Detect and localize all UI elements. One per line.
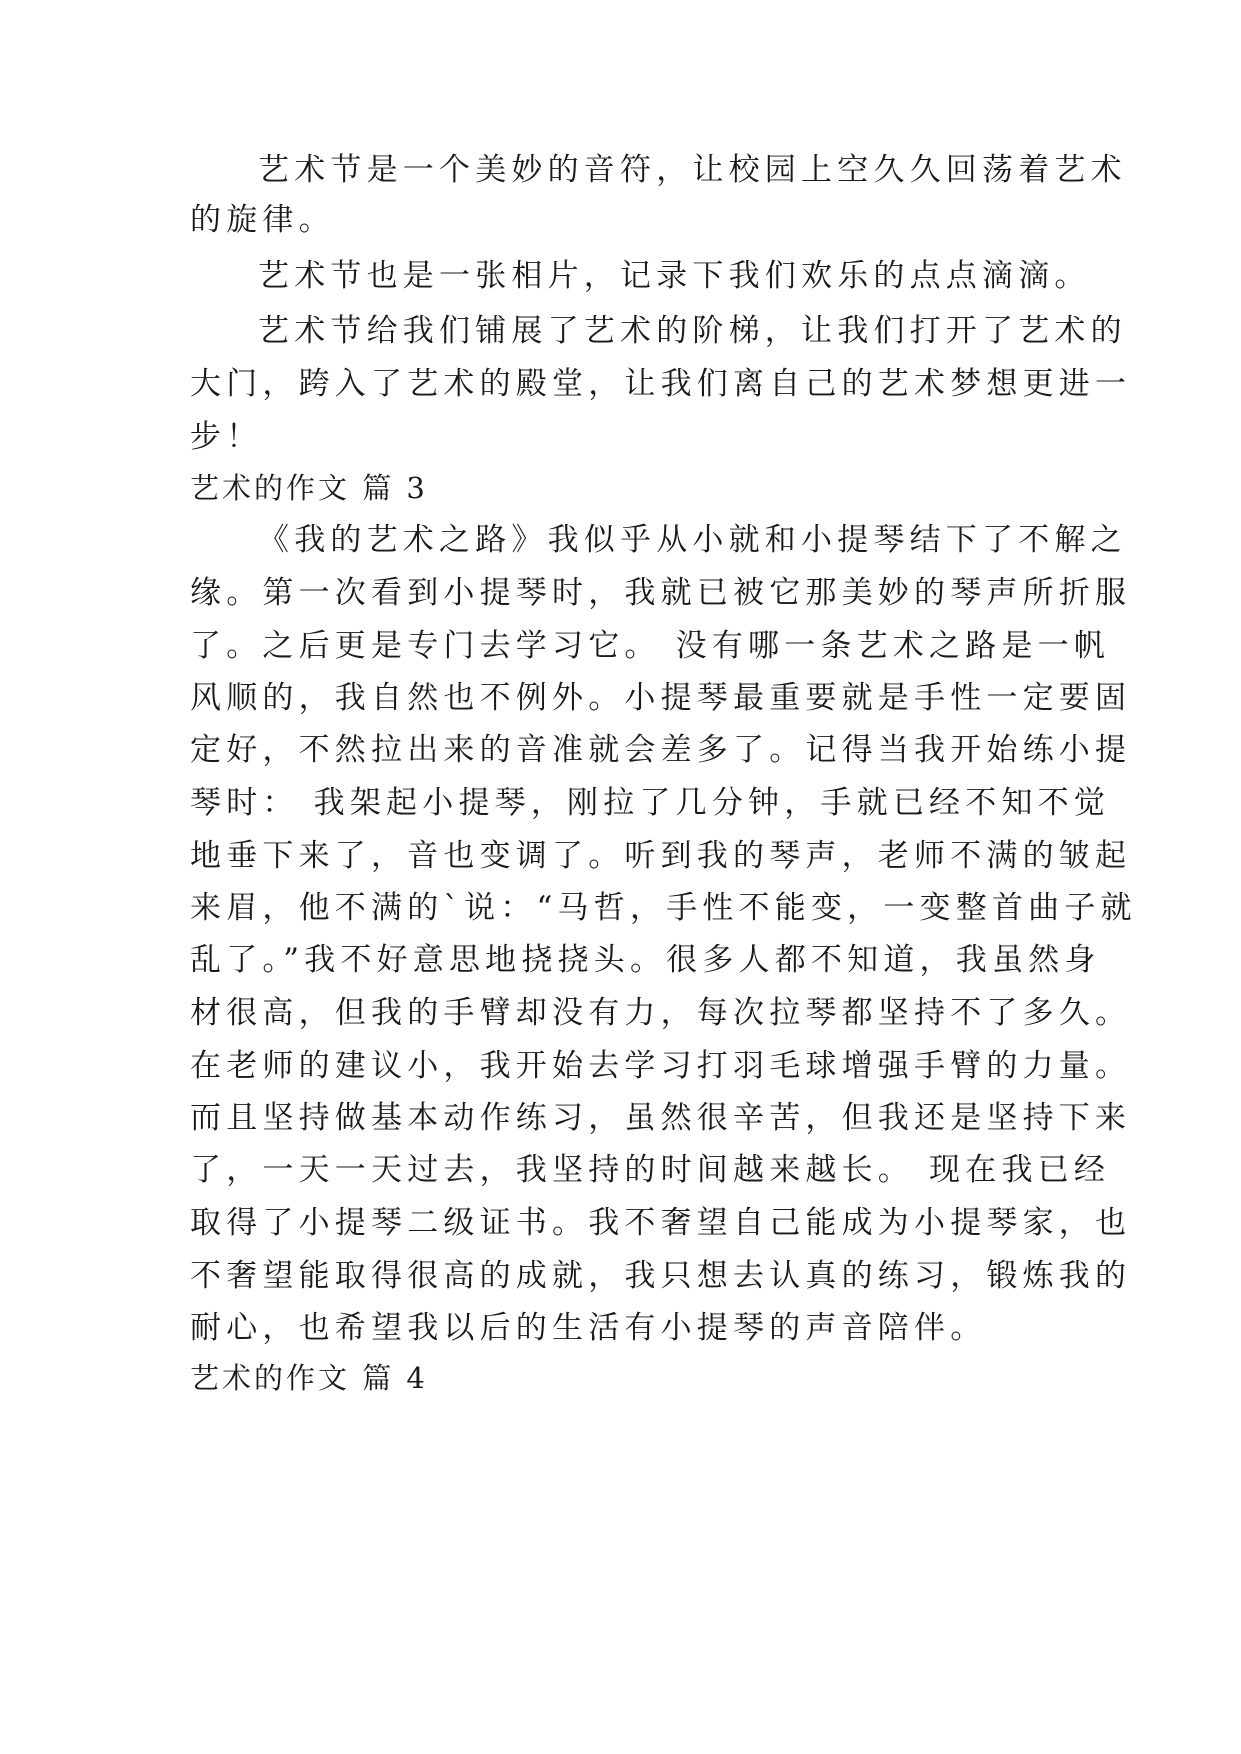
paragraph-line: 来眉，他不满的`说：“马哲，手性不能变，一变整首曲子就 xyxy=(190,890,1137,926)
paragraph-line: 艺术节给我们铺展了艺术的阶梯，让我们打开了艺术的 xyxy=(258,313,1127,349)
paragraph-line: 了。之后更是专门去学习它。 没有哪一条艺术之路是一帆 xyxy=(190,628,1111,664)
paragraph-line: 的旋律。 xyxy=(190,202,335,238)
paragraph-line: 缘。第一次看到小提琴时，我就已被它那美妙的琴声所折服 xyxy=(190,575,1132,611)
paragraph-line: 了，一天一天过去，我坚持的时间越来越长。 现在我已经 xyxy=(190,1152,1111,1188)
paragraph-line: 材很高，但我的手臂却没有力，每次拉琴都坚持不了多久。 xyxy=(190,995,1132,1031)
section-heading: 艺术的作文 篇 4 xyxy=(190,1361,428,1395)
section-heading: 艺术的作文 篇 3 xyxy=(190,471,428,505)
paragraph-line: 耐心，也希望我以后的生活有小提琴的声音陪伴。 xyxy=(190,1310,987,1346)
paragraph-line: 在老师的建议小，我开始去学习打羽毛球增强手臂的力量。 xyxy=(190,1048,1132,1084)
paragraph-line: 艺术节也是一张相片，记录下我们欢乐的点点滴滴。 xyxy=(258,258,1091,294)
paragraph-line: 风顺的，我自然也不例外。小提琴最重要就是手性一定要固 xyxy=(190,680,1132,716)
paragraph-line: 地垂下来了，音也变调了。听到我的琴声，老师不满的皱起 xyxy=(190,838,1132,874)
paragraph-line: 定好，不然拉出来的音准就会差多了。记得当我开始练小提 xyxy=(190,732,1132,768)
paragraph-line: 取得了小提琴二级证书。我不奢望自己能成为小提琴家，也 xyxy=(190,1205,1132,1241)
paragraph-line: 步！ xyxy=(190,419,263,455)
paragraph-line: 乱了。”我不好意思地挠挠头。很多人都不知道，我虽然身 xyxy=(190,942,1101,978)
paragraph-line: 《我的艺术之路》我似乎从小就和小提琴结下了不解之 xyxy=(258,522,1127,558)
paragraph-line: 大门，跨入了艺术的殿堂，让我们离自己的艺术梦想更进一 xyxy=(190,366,1132,402)
paragraph-line: 而且坚持做基本动作练习，虽然很辛苦，但我还是坚持下来 xyxy=(190,1100,1132,1136)
paragraph-line: 艺术节是一个美妙的音符，让校园上空久久回荡着艺术 xyxy=(258,152,1127,188)
paragraph-line: 不奢望能取得很高的成就，我只想去认真的练习，锻炼我的 xyxy=(190,1258,1132,1294)
paragraph-line: 琴时： 我架起小提琴，刚拉了几分钟，手就已经不知不觉 xyxy=(190,785,1111,821)
